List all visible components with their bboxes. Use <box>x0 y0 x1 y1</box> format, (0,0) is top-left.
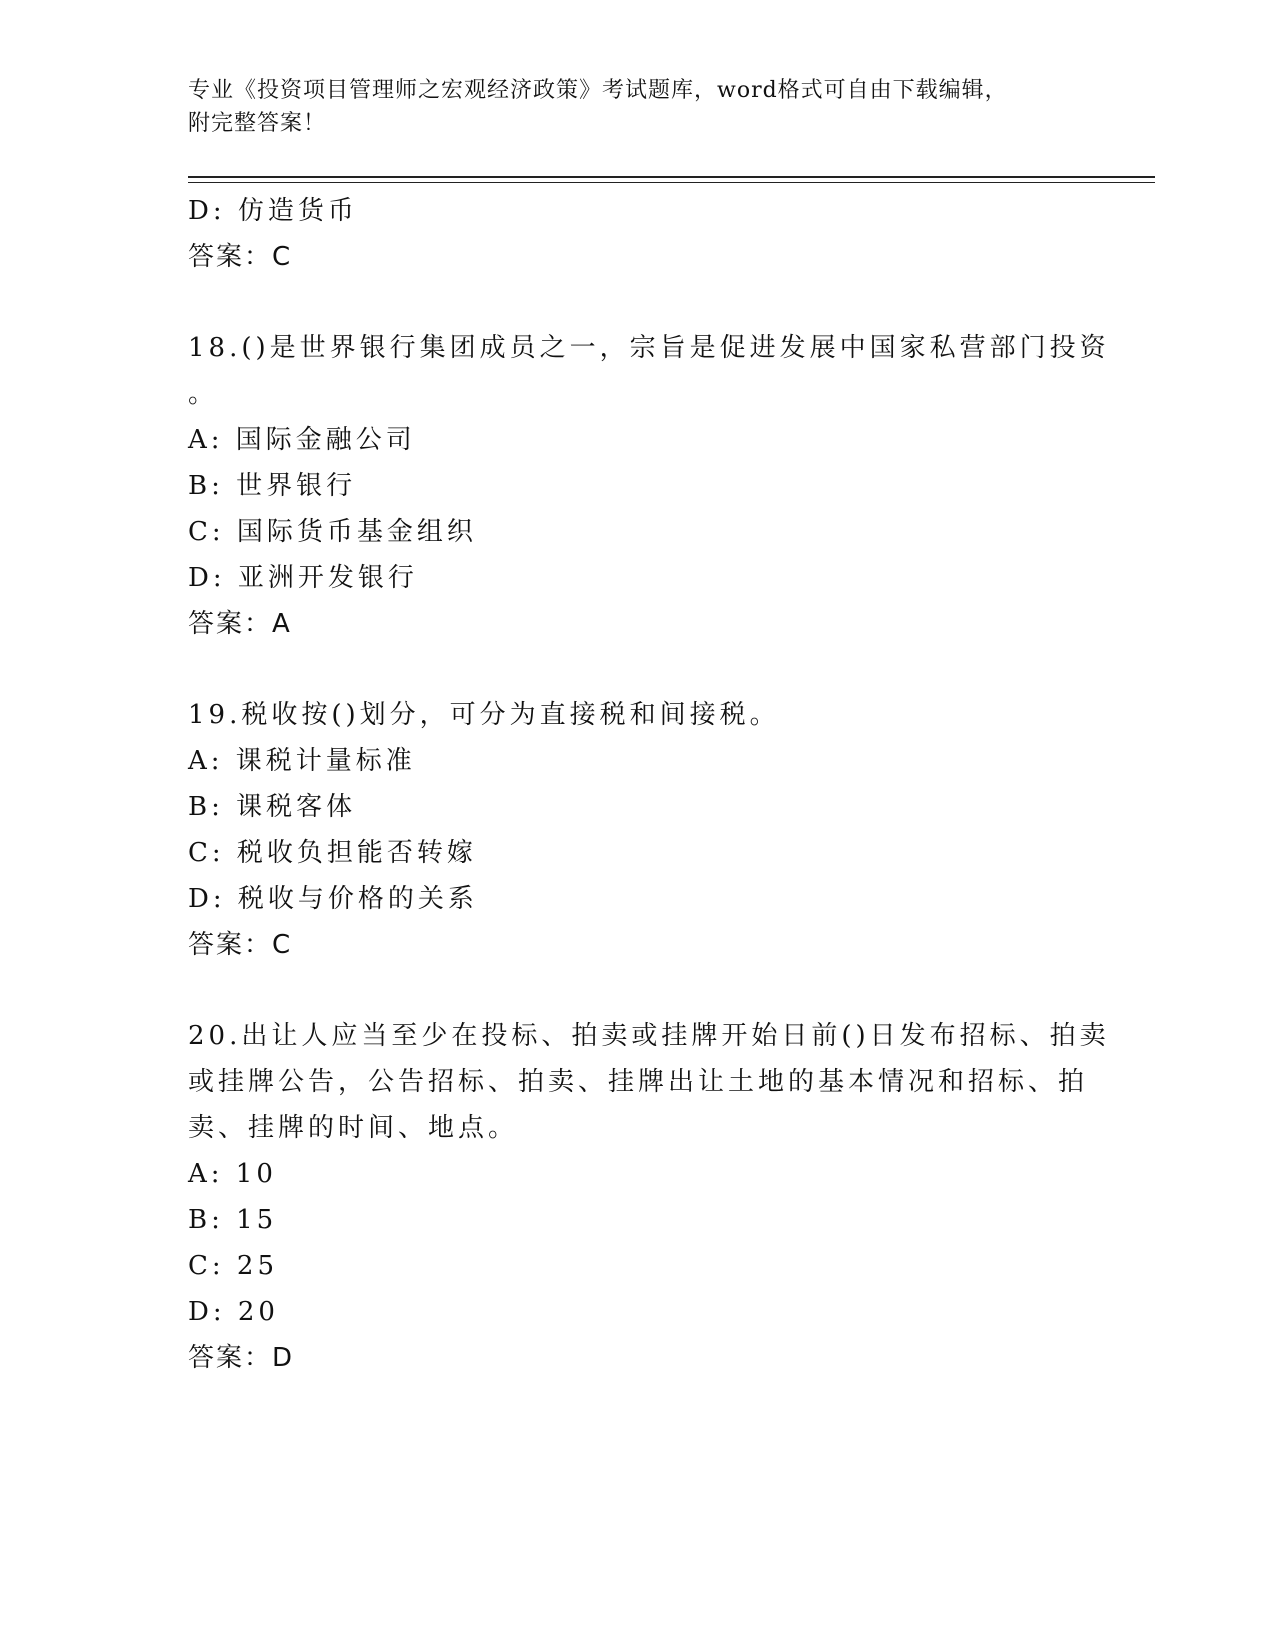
question-stem-line: 18.()是世界银行集团成员之一，宗旨是促进发展中国家私营部门投资 <box>188 333 1110 363</box>
document-header <box>188 74 1078 140</box>
option-c: C: 25 <box>188 1251 279 1281</box>
question-stem-line: 20.出让人应当至少在投标、拍卖或挂牌开始日前()日发布招标、拍卖 <box>188 1021 1110 1051</box>
question-stem-line: 或挂牌公告，公告招标、拍卖、挂牌出让土地的基本情况和招标、拍 <box>188 1067 1089 1097</box>
answer-line: 答案：C <box>188 930 293 960</box>
question-content <box>188 188 1110 1381</box>
option-a: A: 10 <box>188 1159 277 1189</box>
option-b: B: 15 <box>188 1205 278 1235</box>
option-c: C: 国际货币基金组织 <box>188 517 477 547</box>
answer-line: 答案：D <box>188 1343 295 1373</box>
option-b: B: 课税客体 <box>188 792 357 822</box>
option-d: D: 20 <box>188 1297 279 1327</box>
option-c: C: 税收负担能否转嫁 <box>188 838 477 868</box>
option-a: A: 国际金融公司 <box>188 425 416 455</box>
question-18 <box>188 325 1110 647</box>
option-b: B: 世界银行 <box>188 471 357 501</box>
question-20 <box>188 1013 1110 1381</box>
header-line-1: 专业《投资项目管理师之宏观经济政策》考试题库，word格式可自由下载编辑， <box>188 78 1008 103</box>
question-stem-line: 卖、挂牌的时间、地点。 <box>188 1113 519 1143</box>
header-line-2: 附完整答案！ <box>188 111 327 136</box>
answer-line: 答案：C <box>188 242 293 272</box>
header-divider-thick <box>188 176 1155 178</box>
question-stem-line: 19.税收按()划分，可分为直接税和间接税。 <box>188 700 780 730</box>
option-a: A: 课税计量标准 <box>188 746 416 776</box>
answer-line: 答案：A <box>188 609 292 639</box>
header-divider-thin <box>188 182 1155 183</box>
option-d: D: 税收与价格的关系 <box>188 884 478 914</box>
question-stem-line: 。 <box>188 379 219 409</box>
option-d: D: 亚洲开发银行 <box>188 563 418 593</box>
option-d: D: 仿造货币 <box>188 196 358 226</box>
question-19 <box>188 692 1088 968</box>
